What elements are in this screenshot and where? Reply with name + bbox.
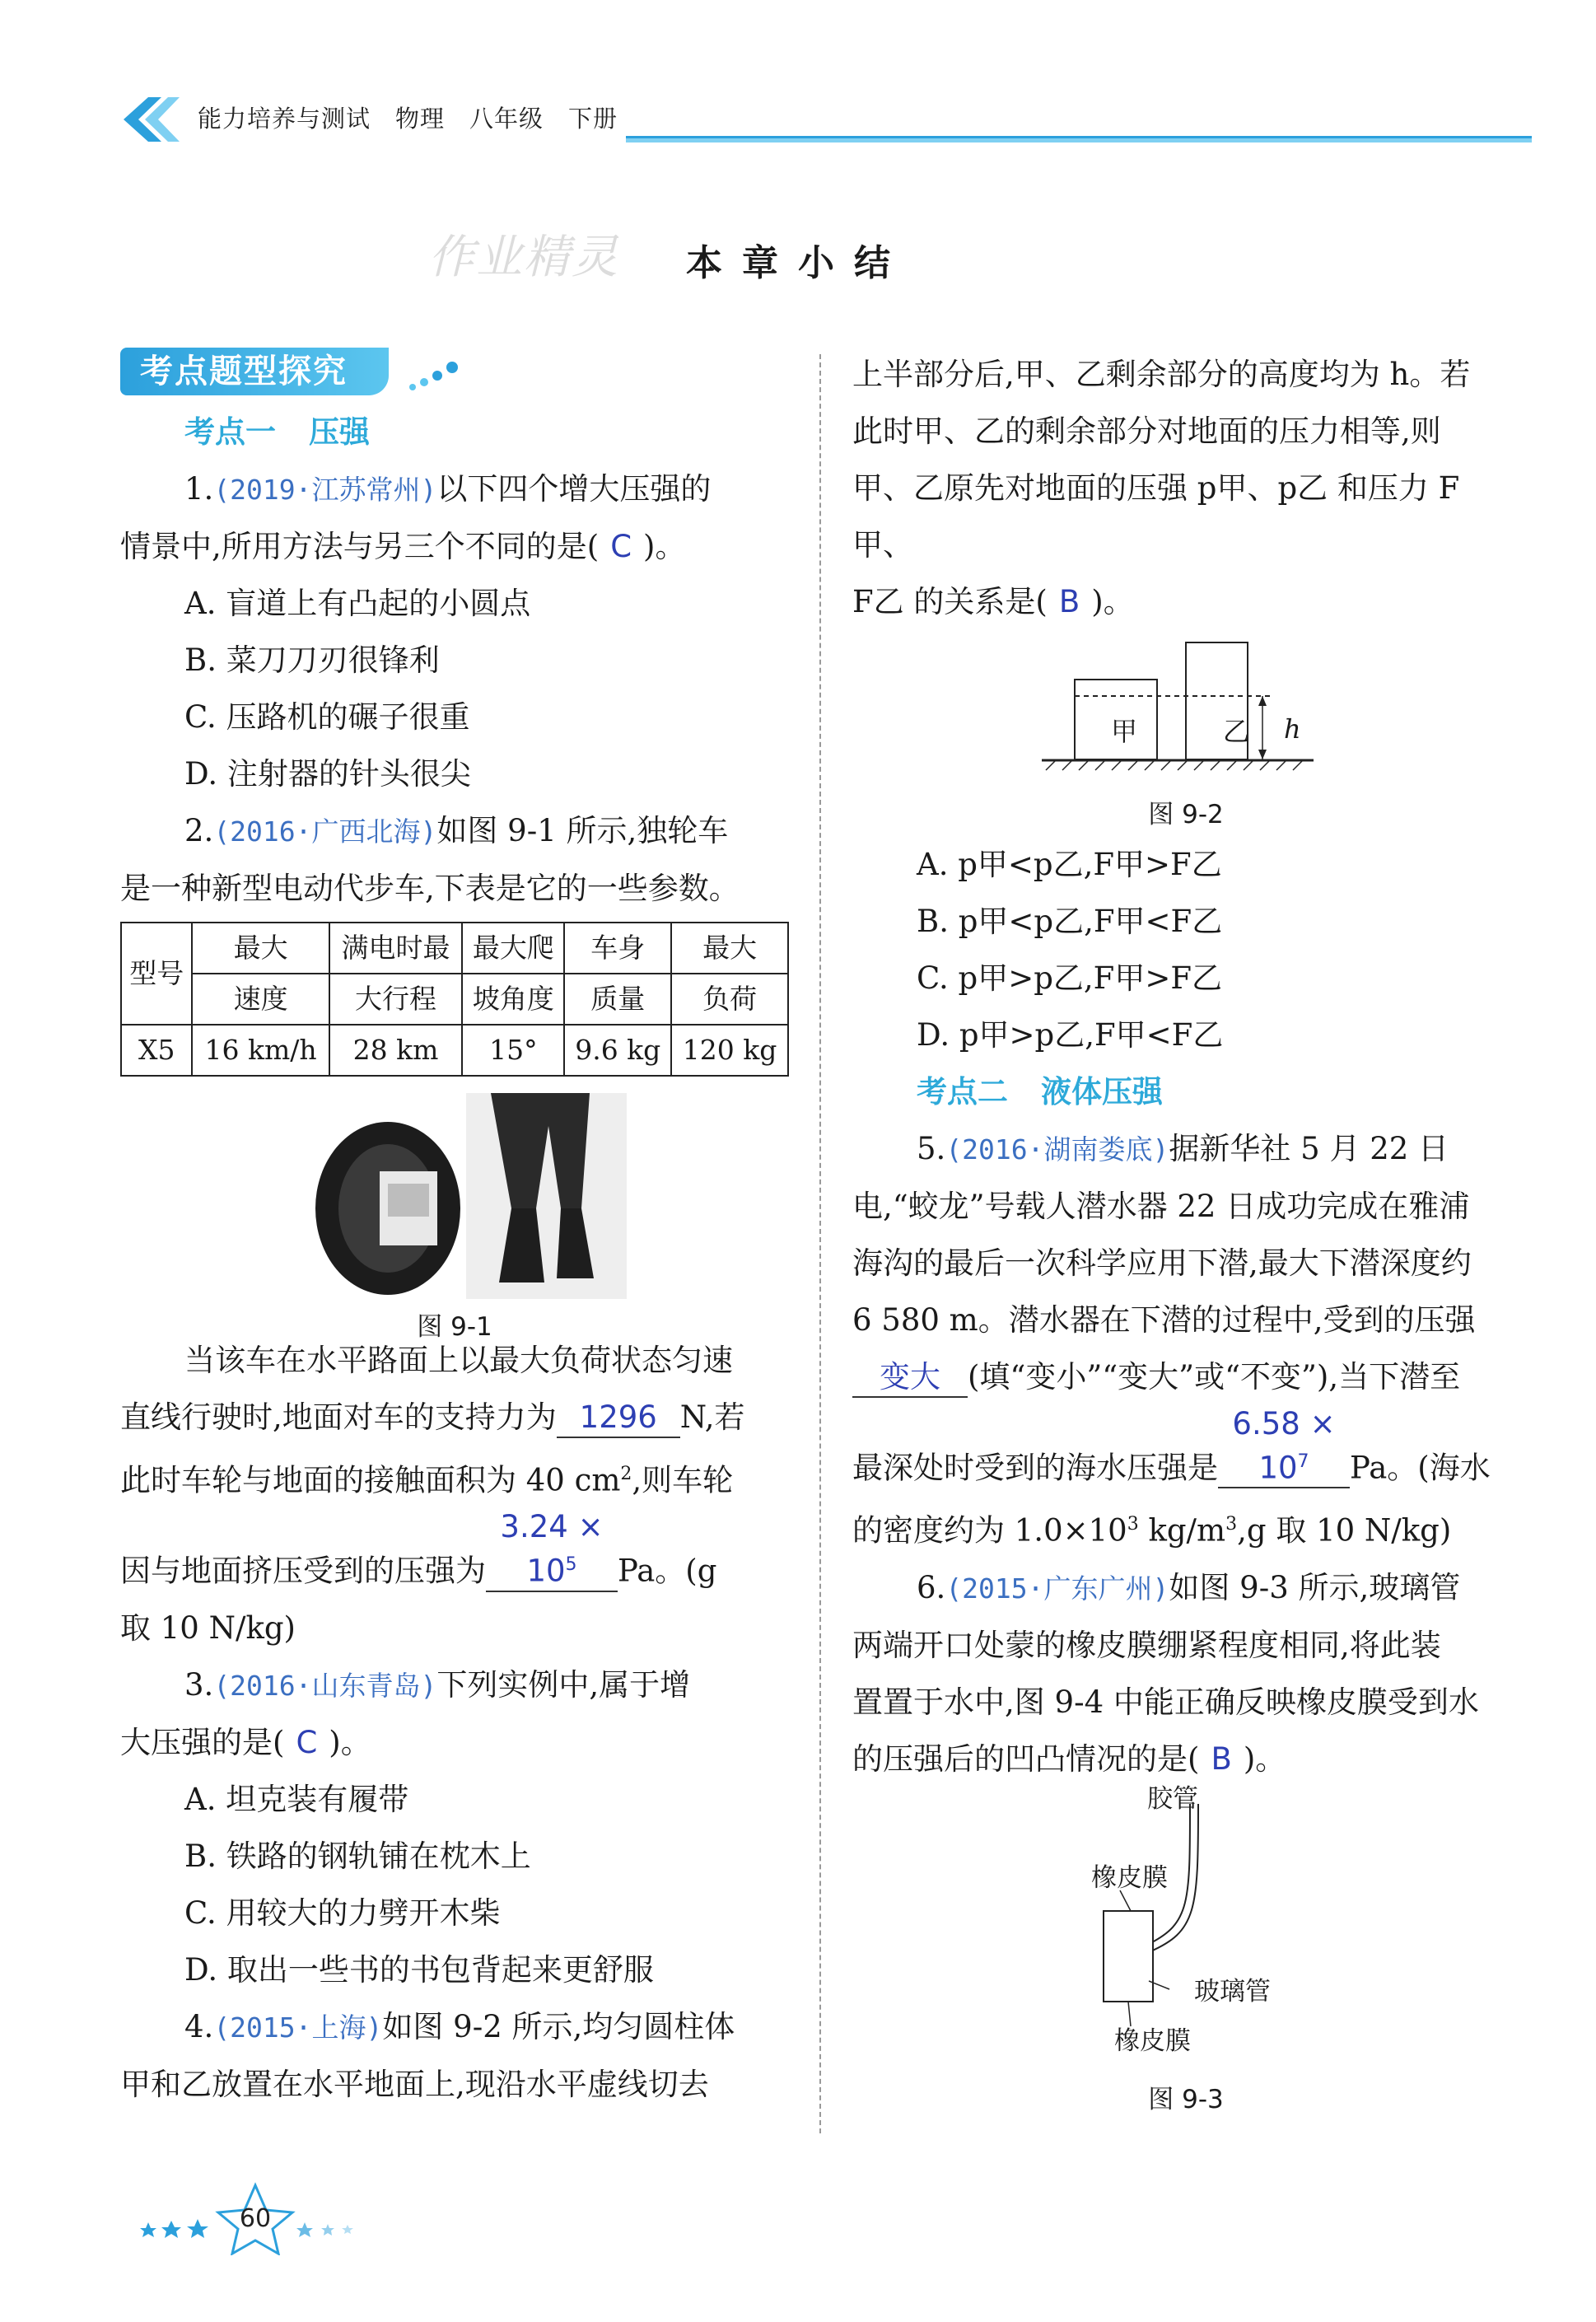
q3-close: )。 [329,1724,371,1760]
q5-blank-2-base: 6.58 × 10 [1232,1406,1336,1486]
q4-number: 4. [184,2008,214,2044]
q2-para-2a: 直线行驶时,地面对车的支持力为 [120,1399,557,1435]
q4-line-3: 甲、乙原先对地面的压强 p甲、p乙 和压力 F甲、 [852,470,1460,563]
th-climb-2: 坡角度 [462,974,564,1025]
q5-source: (2016·湖南娄底) [945,1133,1169,1166]
column-divider [819,354,821,2133]
question-1 [120,460,789,802]
q2-stem-1: 如图 9-1 所示,独轮车 [436,813,729,848]
q5-line-7b: kg/m [1138,1512,1226,1549]
page-title: 本章小结 [686,242,910,284]
q4-line-4: F乙 的关系是( [852,584,1048,619]
q2-para-4b: Pa。(g [618,1553,717,1589]
q2-blank-2-exp: 5 [565,1554,577,1576]
q2-blank-1: 1296 [557,1399,680,1438]
q5-blank-2-exp: 7 [1297,1451,1309,1472]
q5-line-5: (填“变小”“变大”或“不变”),当下潜至 [968,1359,1461,1395]
watermark: 作业精灵 [428,231,619,284]
q3-option-d: D. 取出一些书的书包背起来更舒服 [184,1951,654,1988]
cell-mass: 9.6 kg [564,1025,671,1076]
header-arrow-icon [115,91,189,148]
q5-line-2: 电,“蛟龙”号载人潜水器 22 日成功完成在雅浦 [852,1189,1470,1224]
q5-line-6b: Pa。(海水 [1350,1450,1491,1486]
q4-option-c: C. p甲>p乙,F甲>F乙 [917,960,1222,996]
q4-option-d: D. p甲>p乙,F甲<F乙 [917,1017,1224,1053]
q4-close: )。 [1091,584,1134,619]
q6-answer: B [1211,1740,1232,1777]
figure-9-3-diagram [1091,1787,1289,2059]
figure-9-3-membrane-top: 橡皮膜 [1091,1862,1168,1893]
header-subject: 物理 [395,105,446,133]
q1-option-a: A. 盲道上有凸起的小圆点 [184,586,531,621]
th-range-1: 满电时最 [329,923,463,974]
q6-line-4: 的压强后的凹凸情况的是( [852,1740,1200,1777]
q2-area-exp: 2 [620,1464,632,1484]
q2-blank-2 [486,1508,618,1591]
unicycle-photo [310,1093,631,1299]
q1-option-d: D. 注射器的针头很尖 [184,756,471,792]
header-bar [626,133,1532,145]
q1-option-c: C. 压路机的碾子很重 [184,699,470,735]
header-text [198,100,642,134]
q2-para-2b: N,若 [679,1399,745,1435]
q3-option-b: B. 铁路的钢轨铺在枕木上 [184,1838,531,1874]
parameter-table [120,922,789,1077]
cell-load: 120 kg [671,1025,788,1076]
header-grade: 八年级 [469,105,544,133]
q4-stem-1: 如图 9-2 所示,均匀圆柱体 [382,2008,735,2044]
q2-stem-2: 是一种新型电动代步车,下表是它的一些参数。 [120,871,740,906]
th-mass-2: 质量 [564,974,671,1025]
question-2 [120,802,789,1656]
cell-model: X5 [121,1025,192,1076]
figure-9-2 [852,630,1519,836]
q3-stem-1: 下列实例中,属于增 [436,1666,691,1703]
th-mass-1: 车身 [564,923,671,974]
th-speed-2: 速度 [192,974,329,1025]
topic-1 [120,404,789,460]
topic-1-label: 考点一 [184,414,276,450]
section-banner-label: 考点题型探究 [120,348,389,395]
question-4-cont [852,346,1519,1063]
page-header [115,91,1532,148]
q2-number: 2. [184,813,214,848]
question-6 [852,1559,1519,2133]
q2-blank-2-base: 3.24 × 10 [500,1509,604,1589]
q3-stem-2: 大压强的是( [120,1724,285,1760]
q2-para-5: 取 10 N/kg) [120,1610,296,1646]
q3-option-a: A. 坦克装有履带 [184,1781,409,1817]
q5-line-3: 海沟的最后一次科学应用下潜,最大下潜深度约 [852,1245,1472,1281]
figure-9-3-hose: 胶管 [1147,1783,1198,1814]
cell-speed: 16 km/h [192,1025,329,1076]
q5-line-1: 据新华社 5 月 22 日 [1169,1131,1449,1166]
q2-para-4a: 因与地面挤压受到的压强为 [120,1553,486,1589]
q1-answer: C [610,529,632,564]
q4-answer: B [1058,584,1080,619]
figure-9-1-caption: 图 9-1 [417,1312,492,1342]
q3-source: (2016·山东青岛) [213,1669,437,1702]
topic-2-name: 液体压强 [1041,1074,1163,1110]
cell-climb: 15° [462,1025,564,1076]
page-number: 60 [239,2204,272,2233]
q2-para-3b: ,则车轮 [632,1462,734,1498]
th-model: 型号 [121,923,192,1025]
topic-2 [852,1063,1519,1120]
q1-option-b: B. 菜刀刀刃很锋利 [184,642,440,678]
q1-stem-1: 以下四个增大压强的 [436,471,712,507]
figure-9-3-membrane-bottom: 橡皮膜 [1114,2025,1191,2056]
question-5 [852,1120,1519,1559]
q1-number: 1. [184,471,214,507]
table-header-row-2 [121,974,788,1025]
figure-9-2-yi: 乙 [1223,716,1250,747]
topic-2-label: 考点二 [917,1074,1008,1110]
th-range-2: 大行程 [329,974,463,1025]
q1-source: (2019·江苏常州) [213,474,437,506]
q5-number: 5. [917,1131,946,1166]
q1-close: )。 [643,529,686,564]
question-4-start [120,1998,789,2113]
figure-9-2-caption: 图 9-2 [1148,800,1224,829]
table-header-row [121,923,788,974]
q6-source: (2015·广东广州) [945,1572,1169,1605]
q5-unit-exp: 3 [1225,1514,1238,1535]
q5-blank-1: 变大 [852,1358,968,1398]
q2-source: (2016·广西北海) [213,815,437,848]
q6-line-1: 如图 9-3 所示,玻璃管 [1169,1569,1461,1605]
section-banner [120,346,789,404]
cell-range: 28 km [329,1025,463,1076]
q5-blank-2 [1218,1405,1350,1488]
th-speed-1: 最大 [192,923,329,974]
q6-line-2: 两端开口处蒙的橡皮膜绷紧程度相同,将此装 [852,1627,1441,1663]
figure-9-1 [120,1093,789,1342]
q6-number: 6. [917,1569,946,1605]
q3-option-c: C. 用较大的力劈开木柴 [184,1895,501,1931]
q6-close: )。 [1243,1740,1286,1777]
table-row [121,1025,788,1076]
q4-line-1: 上半部分后,甲、乙剩余部分的高度均为 h。若 [852,357,1471,392]
figure-9-3-caption: 图 9-3 [1148,2084,1224,2114]
figure-9-3-glass: 玻璃管 [1194,1976,1271,2007]
q1-stem-2: 情景中,所用方法与另三个不同的是( [120,529,600,564]
th-climb-1: 最大爬 [462,923,564,974]
q5-line-7c: ,g 取 10 N/kg) [1237,1512,1452,1549]
q5-line-7: 的密度约为 1.0×10 [852,1512,1127,1549]
q3-answer: C [296,1724,318,1760]
q2-para-3: 此时车轮与地面的接触面积为 40 cm [120,1462,621,1498]
topic-1-name: 压强 [309,414,370,450]
q4-option-a: A. p甲<p乙,F甲>F乙 [917,847,1222,882]
q4-line-2: 此时甲、乙的剩余部分对地面的压力相等,则 [852,413,1441,449]
page-footer [132,2181,379,2259]
right-column [852,346,1519,2133]
header-book: 能力培养与测试 [198,105,371,133]
q5-line-6a: 最深处时受到的海水压强是 [852,1450,1218,1486]
th-load-1: 最大 [671,923,788,974]
q6-line-3: 置置于水中,图 9-4 中能正确反映橡皮膜受到水 [852,1684,1479,1720]
figure-9-2-h: h [1284,713,1301,745]
left-column [120,346,789,2113]
q5-line-4: 6 580 m。潜水器在下潜的过程中,受到的压强 [852,1302,1476,1338]
q4-option-b: B. p甲<p乙,F甲<F乙 [917,904,1223,939]
figure-9-3 [852,1783,1519,2133]
q2-para-1: 当该车在水平路面上以最大负荷状态匀速 [184,1343,733,1378]
banner-dots-icon [404,354,470,395]
header-volume: 下册 [568,105,618,133]
question-3 [120,1656,789,1998]
q3-number: 3. [184,1666,214,1703]
figure-9-2-jia: 甲 [1111,716,1138,747]
th-load-2: 负荷 [671,974,788,1025]
q4-stem-2: 甲和乙放置在水平地面上,现沿水平虚线切去 [120,2066,709,2102]
q5-density-exp: 3 [1127,1514,1139,1535]
q4-source: (2015·上海) [213,2011,383,2044]
